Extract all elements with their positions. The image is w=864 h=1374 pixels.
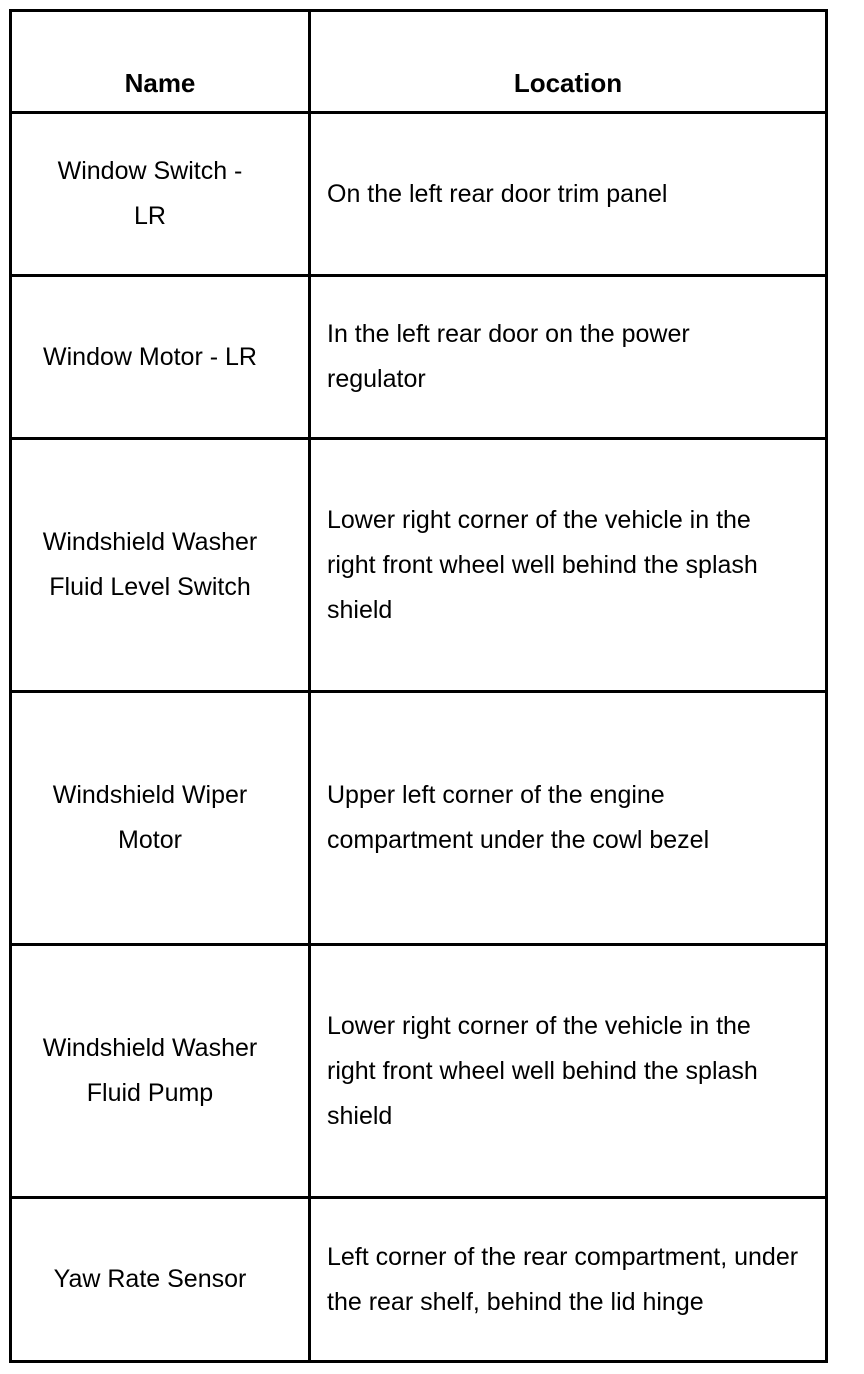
component-location-cell xyxy=(310,113,827,276)
component-name: Yaw Rate Sensor xyxy=(53,1265,247,1293)
component-location-cell xyxy=(310,692,827,945)
table-row xyxy=(11,945,827,1198)
table-row xyxy=(11,113,827,276)
component-name-cell xyxy=(11,439,310,692)
component-name-cell xyxy=(11,945,310,1198)
table-row xyxy=(11,1198,827,1362)
component-name-cell xyxy=(11,1198,310,1362)
component-name-cell xyxy=(11,276,310,439)
table-row xyxy=(11,692,827,945)
component-location: Lower right corner of the vehicle in the right front wheel well behind the splash shield xyxy=(327,505,758,624)
component-location-cell xyxy=(310,945,827,1198)
component-name: Window Switch - LR xyxy=(57,157,243,230)
table-row xyxy=(11,276,827,439)
component-location: Upper left corner of the engine compartment under the cowl bezel xyxy=(327,781,710,854)
component-location: Lower right corner of the vehicle in the right front wheel well behind the splash shield xyxy=(327,1011,758,1130)
component-name: Windshield Washer Fluid Pump xyxy=(42,1034,258,1107)
header-location: Location xyxy=(310,11,827,113)
table-header-row xyxy=(11,11,827,113)
component-name-cell xyxy=(11,113,310,276)
component-name: Windshield Wiper Motor xyxy=(52,781,248,854)
component-location: In the left rear door on the power regulator xyxy=(327,320,690,393)
component-location-cell xyxy=(310,276,827,439)
table-row xyxy=(11,439,827,692)
component-location: On the left rear door trim panel xyxy=(327,179,668,208)
component-name: Window Motor - LR xyxy=(43,342,257,371)
component-location: Left corner of the rear compartment, under the rear shelf, behind the lid hinge xyxy=(327,1242,799,1316)
component-location-cell xyxy=(310,1198,827,1362)
component-location-cell xyxy=(310,439,827,692)
component-name-cell xyxy=(11,692,310,945)
header-name: Name xyxy=(11,11,310,113)
component-name: Windshield Washer Fluid Level Switch xyxy=(42,528,258,601)
component-location-table xyxy=(9,9,828,1363)
